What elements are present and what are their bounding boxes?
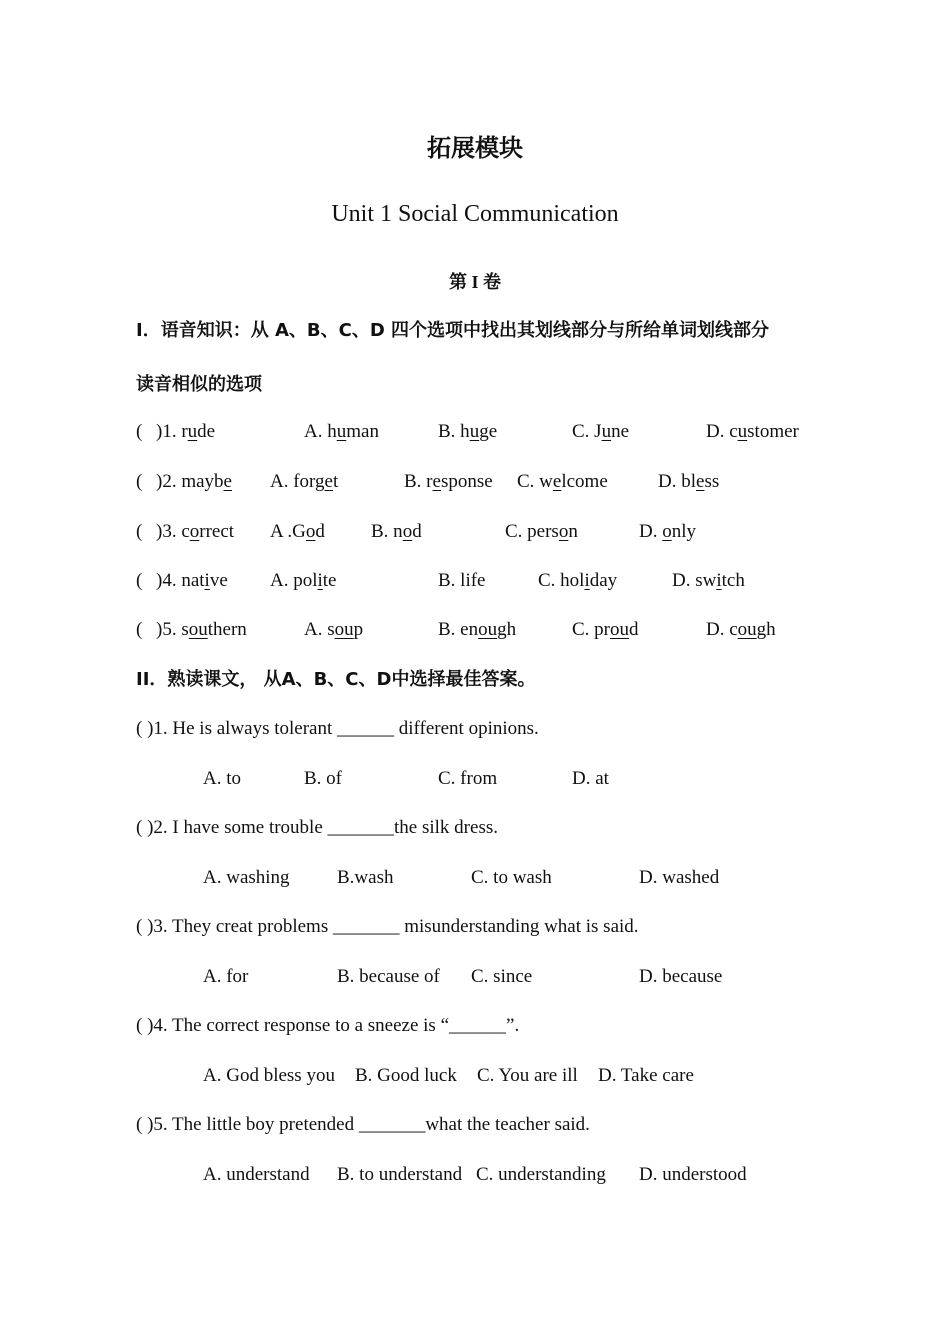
question-stem: ( )3. They creat problems _______ misunderstanding what is said.: [136, 916, 639, 937]
option-d[interactable]: D. switch: [672, 570, 745, 591]
option-c[interactable]: C. June: [572, 421, 630, 442]
section2-heading: II．熟读课文， 从A、B、C、D中选择最佳答案。: [136, 669, 536, 690]
option-d[interactable]: D. cough: [706, 619, 776, 640]
unit-subtitle: Unit 1 Social Communication: [331, 201, 619, 227]
option-d[interactable]: D. customer: [706, 421, 799, 442]
option-c[interactable]: C. holiday: [538, 570, 618, 591]
question-word: )3. correct: [156, 521, 235, 542]
answer-bracket[interactable]: (: [136, 471, 143, 492]
option-c[interactable]: C. understanding: [476, 1164, 606, 1185]
question-word: )5. southern: [156, 619, 247, 640]
option-b[interactable]: B. Good luck: [355, 1065, 457, 1086]
option-b[interactable]: B. to understand: [337, 1164, 463, 1185]
option-d[interactable]: D. understood: [639, 1164, 747, 1185]
option-b[interactable]: B. enough: [438, 619, 517, 640]
answer-bracket[interactable]: (: [136, 421, 143, 442]
option-b[interactable]: B. because of: [337, 966, 440, 987]
option-b[interactable]: B.wash: [337, 867, 394, 888]
section1-heading: I．语音知识：从 A、B、C、D 四个选项中找出其划线部分与所给单词划线部分: [136, 320, 770, 341]
option-b[interactable]: B. nod: [371, 521, 422, 542]
option-a[interactable]: A. human: [304, 421, 379, 442]
option-d[interactable]: D. Take care: [598, 1065, 694, 1086]
option-a[interactable]: A. to: [203, 768, 241, 789]
question-word: )1. rude: [156, 421, 216, 442]
option-c[interactable]: C. from: [438, 768, 498, 789]
option-b[interactable]: B. huge: [438, 421, 498, 442]
option-c[interactable]: C. since: [471, 966, 533, 987]
option-a[interactable]: A. forget: [270, 471, 339, 492]
volume-label: 第 I 卷: [448, 272, 501, 292]
option-c[interactable]: C. person: [505, 521, 578, 542]
option-d[interactable]: D. washed: [639, 867, 720, 888]
answer-bracket[interactable]: (: [136, 570, 143, 591]
option-a[interactable]: A. understand: [203, 1164, 310, 1185]
option-c[interactable]: C. to wash: [471, 867, 552, 888]
option-a[interactable]: A. soup: [304, 619, 364, 640]
option-d[interactable]: D. at: [572, 768, 609, 789]
option-a[interactable]: A. polite: [270, 570, 337, 591]
option-d[interactable]: D. because: [639, 966, 723, 987]
option-b[interactable]: B. response: [404, 471, 493, 492]
option-b[interactable]: B. of: [304, 768, 342, 789]
section1-heading-cont: 读音相似的选项: [136, 374, 262, 395]
question-word: )4. native: [156, 570, 228, 591]
option-c[interactable]: C. proud: [572, 619, 639, 640]
option-a[interactable]: A. for: [203, 966, 249, 987]
option-c[interactable]: C. welcome: [517, 471, 608, 492]
option-b[interactable]: B. life: [438, 570, 486, 591]
option-d[interactable]: D. bless: [658, 471, 720, 492]
option-d[interactable]: D. only: [639, 521, 697, 542]
option-a[interactable]: A. washing: [203, 867, 290, 888]
option-a[interactable]: A. God bless you: [203, 1065, 335, 1086]
answer-bracket[interactable]: (: [136, 521, 143, 542]
question-stem: ( )1. He is always tolerant ______ different opinions.: [136, 718, 539, 739]
question-word: )2. maybe: [156, 471, 232, 492]
question-stem: ( )2. I have some trouble _______the silk dress.: [136, 817, 498, 838]
question-stem: ( )4. The correct response to a sneeze is “______”.: [136, 1015, 520, 1036]
option-c[interactable]: C. You are ill: [477, 1065, 578, 1086]
question-stem: ( )5. The little boy pretended _______what the teacher said.: [136, 1114, 590, 1135]
option-a[interactable]: A .God: [270, 521, 325, 542]
answer-bracket[interactable]: (: [136, 619, 143, 640]
page-title: 拓展模块: [427, 134, 523, 162]
